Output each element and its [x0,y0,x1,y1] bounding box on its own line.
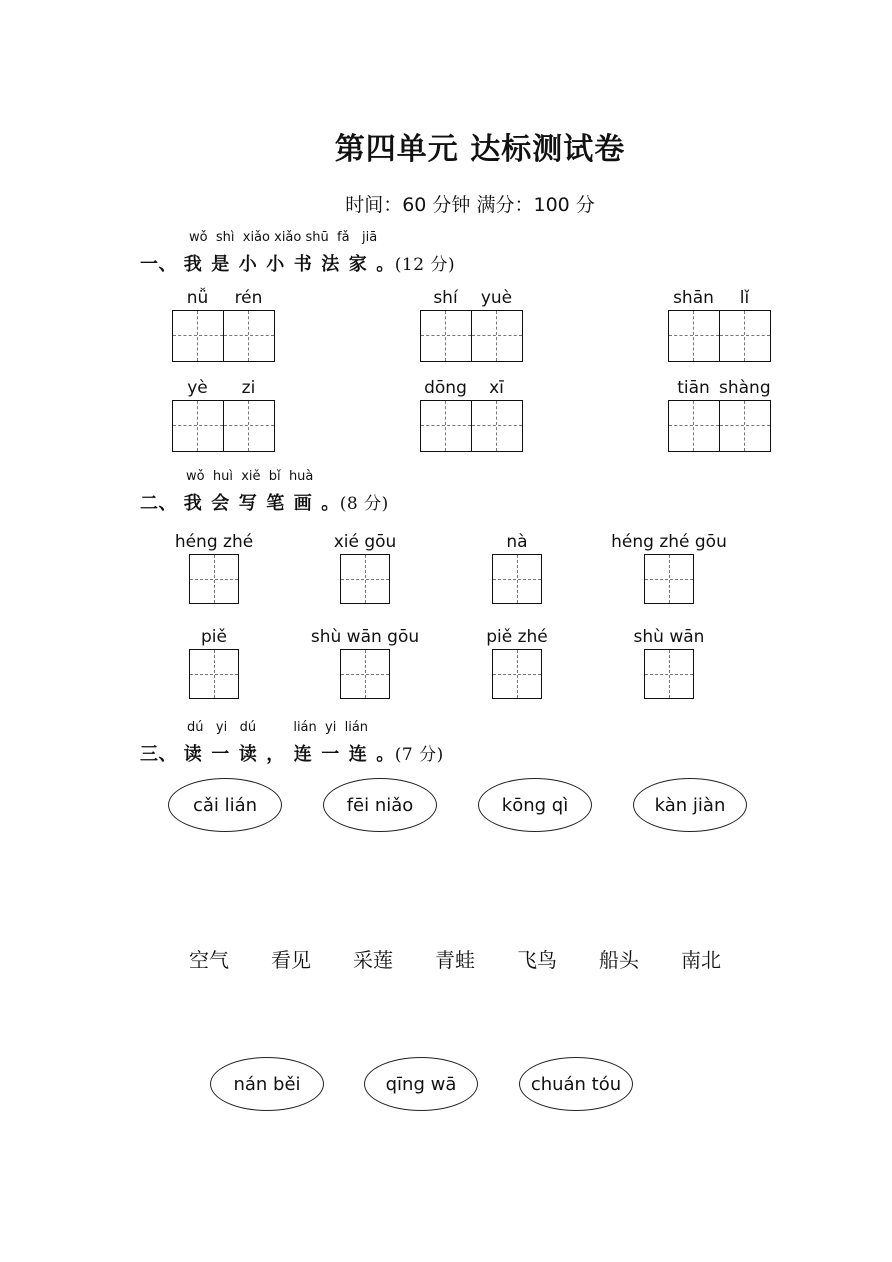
writing-grid-box[interactable] [719,400,771,452]
section-score: (8 分) [339,494,389,514]
writing-grid-box[interactable] [471,310,523,362]
section2-pinyin [186,469,313,484]
pinyin: dú [239,720,257,735]
title-char: ， [266,744,285,765]
title-char: 一 [321,744,340,765]
section-title [184,254,377,275]
pinyin-syllable: lǐ [739,288,750,308]
title-char: 连 [293,744,313,765]
writing-grid-box[interactable] [644,649,694,699]
title-char: 书 [293,254,313,275]
pinyin-oval[interactable]: kàn jiàn [633,778,747,832]
writing-grid-box[interactable] [189,554,239,604]
pinyin-oval[interactable]: chuán tóu [519,1057,633,1111]
writing-grid-box[interactable] [223,310,275,362]
stroke-pinyin: shù wān gōu [310,627,420,647]
writing-grid-box[interactable] [668,400,720,452]
writing-grid-box[interactable] [420,310,472,362]
pinyin-syllable: yuè [480,288,513,308]
writing-grid-box[interactable] [719,310,771,362]
pinyin: bǐ [268,469,281,484]
chinese-word[interactable]: 船头 [599,948,639,972]
page-title: 第四单元 达标测试卷 [334,132,626,167]
pinyin: yi [325,720,337,735]
writing-grid-box[interactable] [492,649,542,699]
pinyin: shū [305,230,329,245]
title-end: 。 [376,254,395,275]
pinyin-oval[interactable]: fēi niǎo [323,778,437,832]
writing-grid-box[interactable] [172,400,224,452]
exam-info: 时间：60 分钟 满分：100 分 [345,194,595,216]
title-char: 家 [348,254,368,275]
word-pinyin [420,288,522,308]
title-char: 会 [211,493,230,514]
title-char: 我 [183,254,203,275]
section-title [184,744,377,765]
pinyin-oval[interactable]: cǎi lián [168,778,282,832]
pinyin-oval[interactable]: kōng qì [478,778,592,832]
writing-grid-box[interactable] [340,649,390,699]
writing-grid-box[interactable] [644,554,694,604]
title-char: 写 [238,493,258,514]
word-pinyin [420,378,522,398]
title-char: 法 [321,254,340,275]
title-char: 一 [211,744,230,765]
pinyin: xiě [241,469,261,484]
pinyin-syllable: shàng [719,378,771,398]
writing-grid-box[interactable] [471,400,523,452]
section-number: 三、 [140,744,177,765]
title-char: 小 [238,254,258,275]
chinese-word[interactable]: 青蛙 [435,948,475,972]
title-char: 小 [266,254,285,275]
title-char: 是 [211,254,230,275]
pinyin: xiǎo [242,230,270,245]
pinyin: huà [288,469,314,484]
title-char: 读 [238,744,258,765]
word-pinyin [668,378,770,398]
title-end: 。 [321,493,340,514]
title-char: 我 [183,493,203,514]
pinyin: lián [344,720,369,735]
word-pinyin [172,378,274,398]
pinyin: shì [215,230,235,245]
stroke-pinyin: nà [506,532,528,552]
writing-grid-box[interactable] [189,649,239,699]
stroke-pinyin: piě zhé [486,627,548,647]
section3-heading [140,740,444,766]
stroke-pinyin: xié gōu [333,532,397,552]
section-number: 二、 [140,493,177,514]
title-char: 笔 [266,493,285,514]
writing-grid-box[interactable] [492,554,542,604]
stroke-pinyin: piě [201,627,227,647]
writing-grid-box[interactable] [223,400,275,452]
pinyin-syllable: rén [234,288,263,308]
pinyin: xiǎo [274,230,302,245]
section2-heading [140,489,389,515]
pinyin-syllable: yè [187,378,208,398]
word-pinyin [668,288,770,308]
word-pinyin [172,288,274,308]
section1-heading [140,250,455,276]
pinyin-syllable: zi [241,378,256,398]
section3-pinyin [187,720,368,735]
pinyin: lián [293,720,317,735]
pinyin-syllable: nǚ [186,288,209,308]
section-number: 一、 [140,254,177,275]
writing-grid-box[interactable] [172,310,224,362]
title-char: 连 [348,744,368,765]
pinyin: wǒ [189,230,208,245]
chinese-word[interactable]: 南北 [681,948,721,972]
section-title [184,493,322,514]
pinyin-syllable: shí [433,288,458,308]
chinese-word[interactable]: 采莲 [353,948,393,972]
pinyin-syllable: xī [489,378,504,398]
stroke-pinyin: héng zhé gōu [611,532,727,552]
pinyin: fǎ [337,230,350,245]
stroke-pinyin: shù wān [633,627,705,647]
stroke-pinyin: héng zhé [174,532,254,552]
title-char: 读 [183,744,203,765]
section-score: (7 分) [394,745,444,765]
chinese-word[interactable]: 空气 [189,948,229,972]
pinyin: wǒ [186,469,205,484]
pinyin: dú [187,720,204,735]
pinyin-syllable: dōng [424,378,467,398]
chinese-word[interactable]: 飞鸟 [517,948,557,972]
pinyin-oval[interactable]: qīng wā [364,1057,478,1111]
chinese-word[interactable]: 看见 [271,948,311,972]
pinyin: jiā [361,230,378,245]
writing-grid-box[interactable] [420,400,472,452]
pinyin-syllable: shān [673,288,714,308]
pinyin: huì [212,469,233,484]
title-char: 画 [293,493,313,514]
pinyin: yi [215,720,228,735]
title-end: 。 [376,744,395,765]
pinyin-oval[interactable]: nán běi [210,1057,324,1111]
section-score: (12 分) [394,255,456,275]
pinyin-syllable: tiān [677,378,710,398]
writing-grid-box[interactable] [340,554,390,604]
section1-pinyin [189,230,377,245]
writing-grid-box[interactable] [668,310,720,362]
